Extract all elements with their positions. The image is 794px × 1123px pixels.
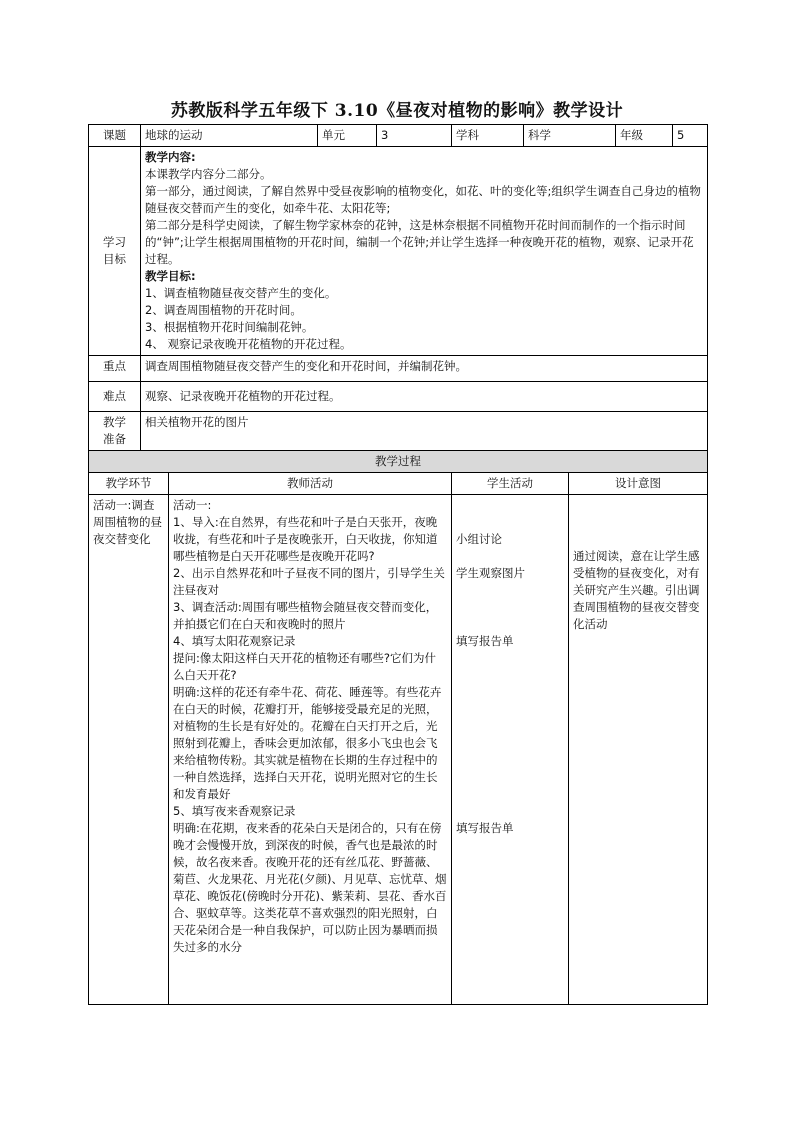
- prep-label-text: 教学 准备: [103, 415, 126, 446]
- content-line: 本课教学内容分二部分。: [145, 167, 272, 181]
- activity-row: [89, 495, 708, 1005]
- target-line: 2、调查周围植物的开花时间。: [145, 303, 302, 317]
- teacher-line: 活动一:: [173, 498, 212, 512]
- goals-content: [141, 147, 708, 356]
- teacher-activity-cell: [169, 495, 452, 1005]
- key-point-value: 调查周围植物随昼夜交替产生的变化和开花时间，并编制花钟。: [141, 356, 708, 382]
- subject-value: 科学: [524, 125, 616, 147]
- col-header-intent: 设计意图: [569, 473, 708, 495]
- intent-text: 通过阅读，意在让学生感受植物的昼夜变化，对有关研究产生兴趣。引出调查周围植物的昼夜交替变化活动: [573, 549, 700, 631]
- target-line: 4、 观察记录夜晚开花植物的开花过程。: [145, 337, 352, 351]
- grade-value: 5: [673, 125, 708, 147]
- lesson-plan-table: [88, 124, 708, 1005]
- content-line: 第二部分是科学史阅读，了解生物学家林奈的花钟，这是林奈根据不同植物开花时间而制作的一个指示时间的“钟”;让学生根据周围植物的开花时间，编制一个花钟;并让学生选择一种夜晚开花的植物，观察、记录开花过程。: [145, 218, 694, 266]
- target-heading: 教学目标:: [145, 269, 196, 283]
- key-point-label: 重点: [89, 356, 141, 382]
- content-heading: 教学内容:: [145, 150, 196, 164]
- teacher-line: 明确:在花期，夜来香的花朵白天是闭合的，只有在傍晚才会慢慢开放，到深夜的时候，香气也是最浓的时候，故名夜来香。夜晚开花的还有丝瓜花、野蔷薇、菊苣、火龙果花、月光花(夕颜)、月见草、忘忧草、烟草花、晚饭花(傍晚时分开花)、紫茉莉、昙花、香水百合、驱蚊草等。这类花草不喜欢强烈的阳光照射，白天花朵闭合是一种自我保护，可以防止因为暴晒而损失过多的水分: [173, 821, 447, 954]
- teacher-line: 2、出示自然界花和叶子昼夜不同的图片，引导学生关注昼夜对: [173, 566, 445, 597]
- topic-label: 课题: [89, 125, 141, 147]
- col-header-student: 学生活动: [452, 473, 569, 495]
- process-header-row: [89, 473, 708, 495]
- header-row: [89, 125, 708, 147]
- unit-label: 单元: [318, 125, 377, 147]
- student-activity: 学生观察图片: [456, 566, 525, 580]
- content-line: 第一部分，通过阅读，了解自然界中受昼夜影响的植物变化，如花、叶的变化等;组织学生调查自己身边的植物随昼夜交替而产生的变化，如牵牛花、太阳花等;: [145, 184, 701, 215]
- topic-value: 地球的运动: [141, 125, 318, 147]
- difficulty-value: 观察、记录夜晚开花植物的开花过程。: [141, 382, 708, 412]
- goals-label: [89, 147, 141, 356]
- teacher-line: 3、调查活动:周围有哪些植物会随昼夜交替而变化，并拍摄它们在白天和夜晚时的照片: [173, 600, 438, 631]
- key-point-row: [89, 356, 708, 382]
- target-line: 1、调查植物随昼夜交替产生的变化。: [145, 286, 337, 300]
- unit-value: 3: [377, 125, 452, 147]
- subject-label: 学科: [452, 125, 524, 147]
- col-header-stage: 教学环节: [89, 473, 169, 495]
- stage-cell: 活动一:调查周围植物的昼夜交替变化: [89, 495, 169, 1005]
- student-activity-cell: [452, 495, 569, 1005]
- intent-cell: [569, 495, 708, 1005]
- teacher-line: 5、填写夜来香观察记录: [173, 804, 296, 818]
- document-title: 苏教版科学五年级下 3.10《昼夜对植物的影响》教学设计: [170, 101, 624, 121]
- process-title: 教学过程: [89, 451, 708, 473]
- teacher-line: 明确:这样的花还有牵牛花、荷花、睡莲等。有些花卉在白天的时候，花瓣打开，能够接受最充足的光照，对植物的生长是有好处的。花瓣在白天打开之后，光照射到花瓣上，香味会更加浓郁，很多小飞虫也会飞来给植物传粉。其实就是植物在长期的生存过程中的一种自然选择，选择白天开花，说明光照对它的生长和发育最好: [173, 685, 442, 801]
- process-title-row: [89, 451, 708, 473]
- student-activity: 小组讨论: [456, 532, 502, 546]
- teacher-line: 4、填写太阳花观察记录: [173, 634, 296, 648]
- prep-label: [89, 412, 141, 451]
- prep-row: [89, 412, 708, 451]
- teacher-line: 1、导入:在自然界，有些花和叶子是白天张开，夜晚收拢，有些花和叶子是夜晚张开，白天收拢，你知道哪些植物是白天开花哪些是夜晚开花吗?: [173, 515, 438, 563]
- student-activity: 填写报告单: [456, 634, 514, 648]
- difficulty-label: 难点: [89, 382, 141, 412]
- col-header-teacher: 教师活动: [169, 473, 452, 495]
- goals-label-text: 学习 目标: [103, 235, 126, 266]
- difficulty-row: [89, 382, 708, 412]
- grade-label: 年级: [616, 125, 673, 147]
- teacher-line: 提问:像太阳这样白天开花的植物还有哪些?它们为什么白天开花?: [173, 651, 436, 682]
- target-line: 3、根据植物开花时间编制花钟。: [145, 320, 314, 334]
- student-activity: 填写报告单: [456, 821, 514, 835]
- goals-row: [89, 147, 708, 356]
- prep-value: 相关植物开花的图片: [141, 412, 708, 451]
